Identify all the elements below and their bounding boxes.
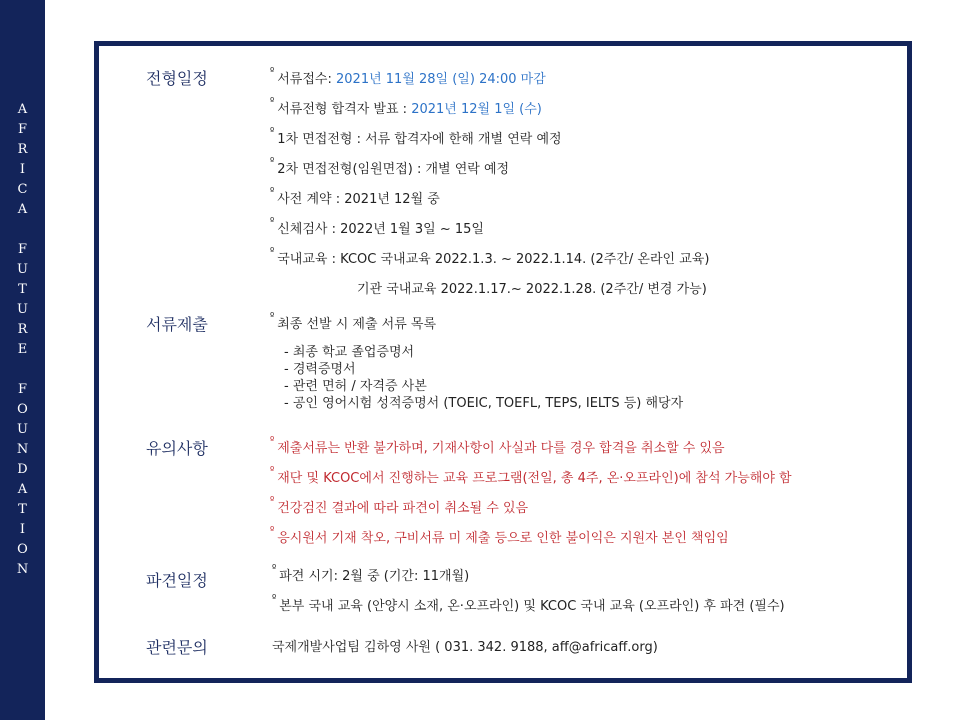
side-gap [0,220,45,240]
note-text: 건강검진 결과에 따라 파견이 취소될 수 있음 [277,501,529,516]
note-item [270,497,528,516]
note-item [270,467,792,486]
side-letter: I [19,522,26,537]
side-letter: I [19,162,26,177]
schedule-text: 사전 계약 : 2021년 12월 중 [277,192,440,207]
schedule-item-training [270,248,709,267]
bullet-icon: º [270,526,275,536]
schedule-item-interview2 [270,158,509,177]
documents-intro [270,313,436,332]
schedule-deadline: 2021년 11월 28일 (일) 24:00 마감 [336,72,546,87]
side-letter: T [18,502,27,517]
bullet-icon: º [270,187,275,197]
section-label-contact: 관련문의 [146,638,208,657]
side-letter: U [17,302,28,317]
side-letter: R [17,142,28,157]
section-label-dispatch: 파견일정 [146,571,208,590]
side-letter: A [17,482,28,497]
note-item [270,437,725,456]
schedule-item-application [270,68,546,87]
bullet-icon: º [270,247,275,257]
schedule-text: 1차 면접전형 : 서류 합격자에 한해 개별 연락 예정 [277,132,562,147]
side-letter: F [17,242,28,257]
bullet-icon: º [270,157,275,167]
side-gap [0,360,45,380]
schedule-item-contract [270,188,440,207]
dispatch-text: 파견 시기: 2월 중 (기간: 11개월) [279,569,470,584]
schedule-text: 신체검사 : 2022년 1월 3일 ~ 15일 [277,222,484,237]
note-text: 재단 및 KCOC에서 진행하는 교육 프로그램(전일, 총 4주, 온·오프라인)에 참석 가능해야 함 [277,471,792,486]
note-text: 응시원서 기재 착오, 구비서류 미 제출 등으로 인한 불이익은 지원자 본인 책임임 [277,531,729,546]
bullet-icon: º [272,594,277,604]
list-item: - 공인 영어시험 성적증명서 (TOEIC, TOEFL, TEPS, IELTS 등) 해당자 [284,396,684,411]
list-item: - 관련 면허 / 자격증 사본 [284,379,427,394]
bullet-icon: º [270,312,275,322]
side-letter: F [17,122,28,137]
side-letter: U [17,422,28,437]
side-letter: E [17,342,28,357]
note-text: 제출서류는 반환 불가하며, 기재사항이 사실과 다를 경우 합격을 취소할 수 있음 [277,441,725,456]
side-letter: T [18,282,27,297]
schedule-item-interview1 [270,128,562,147]
bullet-icon: º [270,436,275,446]
schedule-text: 서류접수: [277,72,336,87]
dispatch-text: 본부 국내 교육 (안양시 소재, 온·오프라인) 및 KCOC 국내 교육 (오프라인) 후 파견 (필수) [279,599,785,614]
side-letter: R [17,322,28,337]
bullet-icon: º [272,564,277,574]
bullet-icon: º [270,466,275,476]
side-letter: A [17,202,28,217]
bullet-icon: º [270,67,275,77]
schedule-item-medical [270,218,484,237]
section-label-documents: 서류제출 [146,315,208,334]
side-letter: F [17,382,28,397]
side-letter: A [17,102,28,117]
bullet-icon: º [270,97,275,107]
list-item: - 최종 학교 졸업증명서 [284,345,415,360]
schedule-text: 2차 면접전형(임원면접) : 개별 연락 예정 [277,162,510,177]
schedule-date: 2021년 12월 1일 (수) [411,102,542,117]
section-label-notes: 유의사항 [146,439,208,458]
side-letter: C [17,182,28,197]
side-vertical-text [0,100,45,580]
note-item [270,527,729,546]
side-letter: D [17,462,28,477]
side-letter: N [16,562,29,577]
side-letter: O [17,402,28,417]
schedule-item-training-cont: 기관 국내교육 2022.1.17.~ 2022.1.28. (2주간/ 변경 가능) [357,282,707,297]
side-letter: O [17,542,28,557]
schedule-item-announce [270,98,542,117]
side-bar [0,0,45,720]
schedule-text: 서류전형 합격자 발표 : [277,102,412,117]
dispatch-item [272,565,469,584]
side-letter: N [16,442,29,457]
contact-text: 국제개발사업팀 김하영 사원 ( 031. 342. 9188, aff@africaff.org) [272,640,658,655]
schedule-text: 국내교육 : KCOC 국내교육 2022.1.3. ~ 2022.1.14. (2주간/ 온라인 교육) [277,252,710,267]
documents-list [284,344,683,412]
documents-intro-text: 최종 선발 시 제출 서류 목록 [277,317,437,332]
section-label-schedule: 전형일정 [146,69,208,88]
side-letter: U [17,262,28,277]
bullet-icon: º [270,127,275,137]
list-item: - 경력증명서 [284,362,356,377]
dispatch-item [272,595,785,614]
bullet-icon: º [270,496,275,506]
bullet-icon: º [270,217,275,227]
